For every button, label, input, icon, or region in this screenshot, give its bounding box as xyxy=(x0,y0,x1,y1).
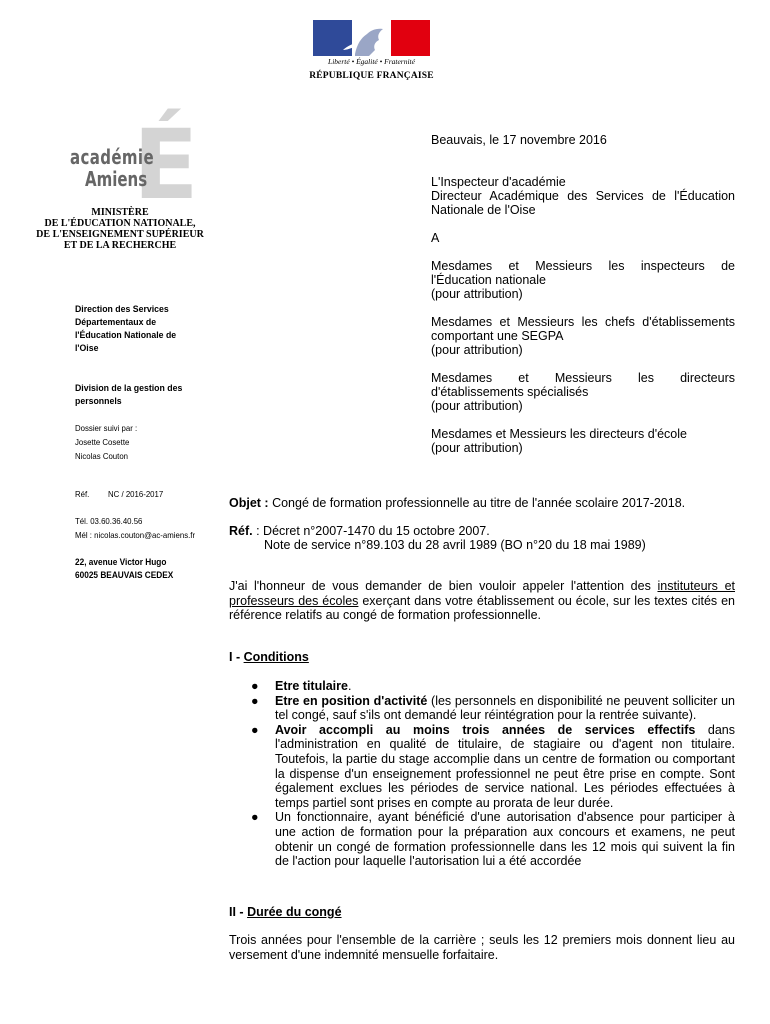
recipient-line: Mesdames et Messieurs les inspecteurs de xyxy=(431,259,735,273)
dossier-person: Nicolas Couton xyxy=(75,451,129,461)
dossier-person: Josette Cosette xyxy=(75,437,130,447)
direction-line: Direction des Services xyxy=(75,304,169,315)
list-item xyxy=(229,723,735,811)
intro-paragraph xyxy=(229,579,735,623)
section-2-number: II - xyxy=(229,905,248,919)
recipient xyxy=(431,371,735,413)
sender-line: L'Inspecteur d'académie xyxy=(431,175,566,189)
sender-line: Nationale de l'Oise xyxy=(431,203,536,217)
bullet-icon: ● xyxy=(251,722,259,737)
telephone: Tél. 03.60.36.40.56 xyxy=(75,516,143,526)
intro-text: exerçant dans votre établissement ou école, sur les textes cités en référence relatifs au congé de formation professionnelle. xyxy=(229,593,735,623)
section-2-heading xyxy=(229,905,342,920)
division-line: Division de la gestion des xyxy=(75,383,183,394)
condition-bold: Etre en position d'activité xyxy=(275,693,428,708)
condition-text: . xyxy=(347,679,352,693)
recipient xyxy=(431,259,735,301)
recipient xyxy=(431,315,735,357)
section-1-number: I - xyxy=(229,650,244,664)
recipient-line: l'Éducation nationale xyxy=(431,273,546,287)
ministere-line: DE L'ENSEIGNEMENT SUPÉRIEUR xyxy=(36,229,204,240)
intro-underlined: instituteurs et professeurs des écoles xyxy=(229,579,736,608)
recipient-line: d'établissements spécialisés xyxy=(431,385,589,399)
dossier-block xyxy=(75,421,137,463)
devise: Liberté • Égalité • Fraternité xyxy=(328,57,415,66)
condition-bold: Avoir accompli au moins trois années de services effectifs xyxy=(275,722,696,737)
condition-text: (les personnels en disponibilité ne peuvent solliciter un tel congé, sauf s'ils ont demandé leur réintégration pour la rentrée suivante). xyxy=(275,693,735,723)
recipient-line: Mesdames et Messieurs les chefs d'établissements xyxy=(431,315,735,329)
section-1-title: Conditions xyxy=(243,650,309,664)
objet-label: Objet : xyxy=(229,496,269,510)
list-item xyxy=(229,694,735,723)
ref-label-left: Réf. xyxy=(75,489,90,499)
recipient-line: Mesdames et Messieurs les directeurs xyxy=(431,371,735,385)
sender-block xyxy=(431,175,735,217)
contact-block xyxy=(75,514,195,542)
academie-logo-city: Amiens xyxy=(85,167,148,191)
bullet-icon: ● xyxy=(251,693,259,708)
to-marker: A xyxy=(431,231,440,245)
academie-logo-text: académie xyxy=(70,145,154,169)
bullet-icon: ● xyxy=(251,679,259,693)
direction-line: l'Éducation Nationale de xyxy=(75,330,177,341)
ref-label: Réf. xyxy=(229,524,253,538)
recipient xyxy=(431,427,735,455)
division-line: personnels xyxy=(75,396,122,407)
ref-line xyxy=(229,524,739,539)
ministere-line: ET DE LA RECHERCHE xyxy=(63,240,177,251)
condition-bold: Etre titulaire xyxy=(275,679,348,693)
sender-line: Directeur Académique des Services de l'Éducation xyxy=(431,189,735,203)
ref-value-left: NC / 2016-2017 xyxy=(108,489,164,499)
recipient-note: (pour attribution) xyxy=(431,287,523,301)
ref-text: : Décret n°2007-1470 du 15 octobre 2007. xyxy=(252,524,490,538)
section-1-heading xyxy=(229,650,309,665)
address-line: 60025 BEAUVAIS CEDEX xyxy=(75,570,174,580)
objet-text: Congé de formation professionnelle au titre de l'année scolaire 2017-2018. xyxy=(268,496,686,510)
condition-text: dans l'administration en qualité de titulaire, de stagiaire ou d'agent non titulaire. Toutefois, la partie du stage accomplie dans un centre de formation ou comportant la dispense d'un enseignement professionnel ne peut être prise en compte. Sont également exclues les périodes de service national. Les périodes effectuées à temps partiel sont prises en compte au prorata de leur durée. xyxy=(275,722,735,810)
objet-line xyxy=(229,496,739,511)
academie-logo-letter: É xyxy=(133,109,199,221)
list-item xyxy=(229,679,735,694)
condition-text: Un fonctionnaire, ayant bénéficié d'une autorisation d'absence pour participer à une action de formation pour la préparation aux concours et examens, ne peut obtenir un congé de formation professionnelle dans les 12 mois qui suivent la fin de l'action pour laquelle l'autorisation lui a été accordée xyxy=(275,810,735,869)
direction-line: l'Oise xyxy=(75,343,99,354)
ministere-line: MINISTÈRE xyxy=(91,207,149,218)
direction-line: Départementaux de xyxy=(75,317,157,328)
list-item xyxy=(229,810,735,868)
direction-block xyxy=(75,303,176,355)
ministere-block xyxy=(20,207,220,251)
recipient-line: Mesdames et Messieurs les directeurs d'école xyxy=(431,427,687,441)
division-block xyxy=(75,382,182,408)
intro-text: J'ai l'honneur de vous demander de bien vouloir appeler l'attention des xyxy=(229,579,658,593)
recipient-line: comportant une SEGPA xyxy=(431,329,564,343)
recipient-note: (pour attribution) xyxy=(431,441,523,455)
republique-francaise: RÉPUBLIQUE FRANÇAISE xyxy=(309,71,434,81)
recipient-note: (pour attribution) xyxy=(431,343,523,357)
letter-date: Beauvais, le 17 novembre 2016 xyxy=(431,133,607,147)
conditions-list xyxy=(229,679,735,869)
email: Mél : nicolas.couton@ac-amiens.fr xyxy=(75,530,196,540)
ref-line-2: Note de service n°89.103 du 28 avril 1989 (BO n°20 du 18 mai 1989) xyxy=(264,538,646,552)
recipient-note: (pour attribution) xyxy=(431,399,523,413)
ministere-line: DE L'ÉDUCATION NATIONALE, xyxy=(44,218,196,229)
bullet-icon: ● xyxy=(251,810,259,825)
section-2-text: Trois années pour l'ensemble de la carrière ; seuls les 12 premiers mois donnent lieu au versement d'une indemnité mensuelle forfaitaire. xyxy=(229,933,735,962)
dossier-label: Dossier suivi par : xyxy=(75,423,138,433)
address-line: 22, avenue Victor Hugo xyxy=(75,557,167,567)
section-2-title: Durée du congé xyxy=(247,905,342,919)
address-block xyxy=(75,556,173,582)
